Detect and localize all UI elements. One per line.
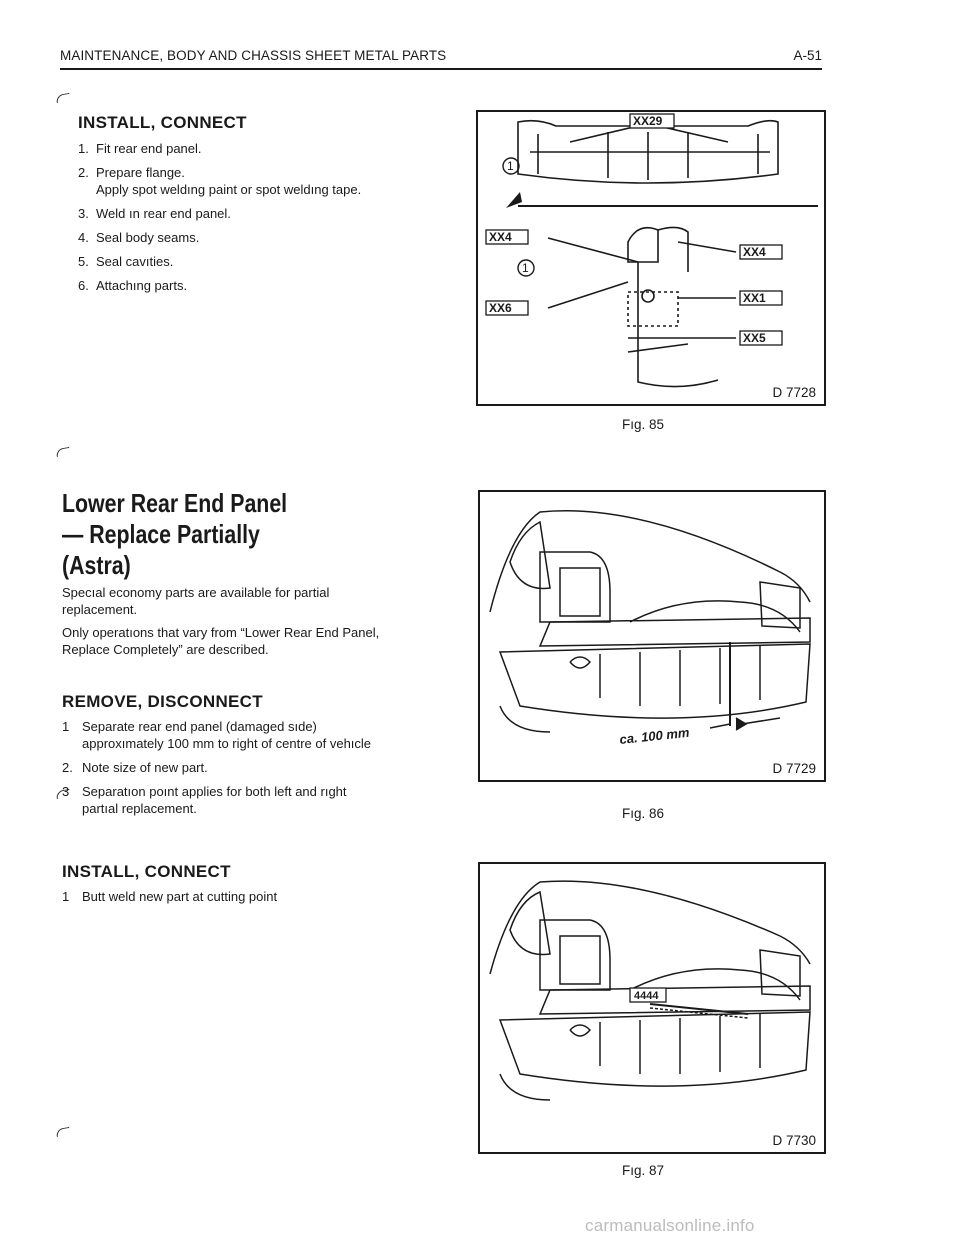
list-item: 3. Weld ın rear end panel. (78, 206, 231, 221)
section-heading-install: INSTALL, CONNECT (78, 113, 247, 132)
label-xx4: XX4 (489, 230, 512, 244)
list-item: 6. Attachıng parts. (78, 278, 188, 293)
list-item: 1 Separate rear end panel (damaged sıde) approxımately 100 mm to right of centre of vehıcle (62, 719, 372, 751)
figure-code: D 7728 (772, 385, 816, 400)
figure-caption: Fıg. 85 (622, 417, 665, 432)
figure-86 (478, 490, 826, 782)
list-item: 2. Prepare flange. Apply spot weldıng paint or spot weldıng tape. (78, 165, 362, 197)
callout-1: 1 (507, 159, 514, 173)
label-xx29: XX29 (633, 114, 663, 128)
header-title: MAINTENANCE, BODY AND CHASSIS SHEET METAL PARTS (60, 48, 447, 63)
figure-87 (478, 862, 826, 1154)
figure-code: D 7730 (772, 1133, 816, 1148)
section-heading-install-2: INSTALL, CONNECT (62, 862, 231, 881)
list-item: 5. Seal cavıties. (78, 254, 174, 269)
remove-steps (62, 718, 382, 824)
intro-paragraph: Specıal economy parts are available for partial replacement. (62, 585, 330, 617)
list-item: 1 Butt weld new part at cutting point (62, 889, 278, 904)
margin-mark (55, 93, 70, 103)
figure-code: D 7729 (772, 761, 816, 776)
page-header (60, 48, 822, 70)
install-steps-2 (62, 888, 382, 912)
label-xx5: XX5 (743, 331, 766, 345)
page-title: Lower Rear End Panel — Replace Partially (Astra) (62, 488, 288, 580)
figure-caption: Fıg. 86 (622, 806, 665, 821)
page-number: A-51 (793, 48, 822, 63)
list-item: 3 Separatıon poınt applies for both left and rıght partıal replacement. (62, 784, 347, 816)
label-xx6: XX6 (489, 301, 512, 315)
callout-1: 1 (522, 261, 529, 275)
list-item: 2. Note size of new part. (62, 760, 208, 775)
intro-paragraph: Only operatıons that vary from “Lower Rear End Panel, Replace Completely” are described. (62, 625, 380, 657)
label-xx4: XX4 (743, 245, 766, 259)
figure-85-drawing (478, 112, 824, 404)
list-item: 4. Seal body seams. (78, 230, 200, 245)
measurement-annotation: ca. 100 mm (618, 724, 691, 747)
margin-mark (55, 1127, 70, 1137)
figure-caption: Fıg. 87 (622, 1163, 665, 1178)
figure-86-drawing (480, 492, 824, 780)
section-heading-remove: REMOVE, DISCONNECT (62, 692, 263, 711)
install-steps (78, 140, 378, 301)
label-xx1: XX1 (743, 291, 766, 305)
list-item: 1. Fit rear end panel. (78, 141, 202, 156)
figure-85 (476, 110, 826, 406)
margin-mark (55, 447, 70, 457)
weld-label: 4444 (634, 990, 659, 1002)
watermark: carmanualsonline.info (585, 1216, 755, 1235)
figure-87-drawing (480, 864, 824, 1152)
